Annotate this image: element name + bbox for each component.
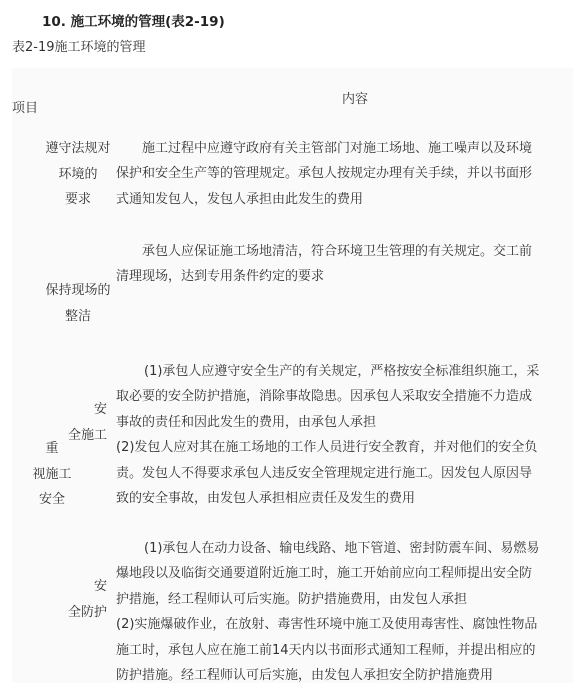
section-heading: 10. 施工环境的管理(表2-19) [42,14,225,30]
content-line: 防护措施。经工程师认可后实施，由发包人承担安全防护措施费用 [116,668,494,683]
content-line: 保护和安全生产等的管理规定。承包人按规定办理有关手续，并以书面形 [116,166,533,181]
item-line: 环境的 [58,166,98,182]
content-line: 清理现场，达到专用条件约定的要求 [116,269,325,284]
item-line: 遵守法规对 [45,141,111,156]
item-line: 重 [45,441,59,456]
item-line: 安全 [38,492,65,507]
content-line: 护措施，经工程师认可后实施。防护措施费用，由发包人承担 [116,592,468,607]
content-line: (1)承包人在动力设备、输电线路、地下管道、密封防震车间、易燃易 [144,541,540,556]
content-line: 事故的责任和因此发生的费用，由承包人承担 [116,415,377,430]
content-line: (2)实施爆破作业，在放射、毒害性环境中施工及使用毒害性、腐蚀性物品 [116,617,538,632]
item-line: 整洁 [64,308,91,324]
item-line: 要求 [64,192,91,207]
item-line: 保持现场的 [45,283,111,298]
content-line: 施工时，承包人应在施工前14天内以书面形式通知工程师，并提出相应的 [116,643,536,658]
content-line: 致的安全事故，由发包人承担相应责任及发生的费用 [116,491,416,506]
content-line: 爆地段以及临街交通要道附近施工时，施工开始前应向工程师提出安全防 [116,566,533,581]
row-item-regulations [38,136,118,213]
item-line: 视施工 [32,466,72,482]
sub-item-line: 全施工 [68,427,108,443]
content-line: 式通知发包人，发包人承担由此发生的费用 [116,192,364,207]
content-line: 承包人应保证施工场地清洁，符合环境卫生管理的有关规定。交工前 [142,244,533,259]
content-line: (2)发包人应对其在施工场地的工作人员进行安全教育，并对他们的安全负 [116,440,538,455]
column-header-content: 内容 [342,92,369,107]
table-caption: 表2-19施工环境的管理 [12,40,146,55]
sub-item-line: 安 [94,402,108,417]
column-header-item: 项目 [12,101,39,116]
content-line: 责。发包人不得要求承包人违反安全管理规定进行施工。因发包人原因导 [116,466,533,481]
sub-item-line: 安 [94,579,108,594]
row-item-cleanliness [38,278,118,329]
content-line: 取必要的安全防护措施，消除事故隐患。因承包人采取安全措施不力造成 [116,389,533,404]
content-line: 施工过程中应遵守政府有关主管部门对施工场地、施工噪声以及环境 [142,141,533,156]
content-line: (1)承包人应遵守安全生产的有关规定，严格按安全标准组织施工，采 [144,364,540,379]
sub-item-line: 全防护 [68,604,108,620]
